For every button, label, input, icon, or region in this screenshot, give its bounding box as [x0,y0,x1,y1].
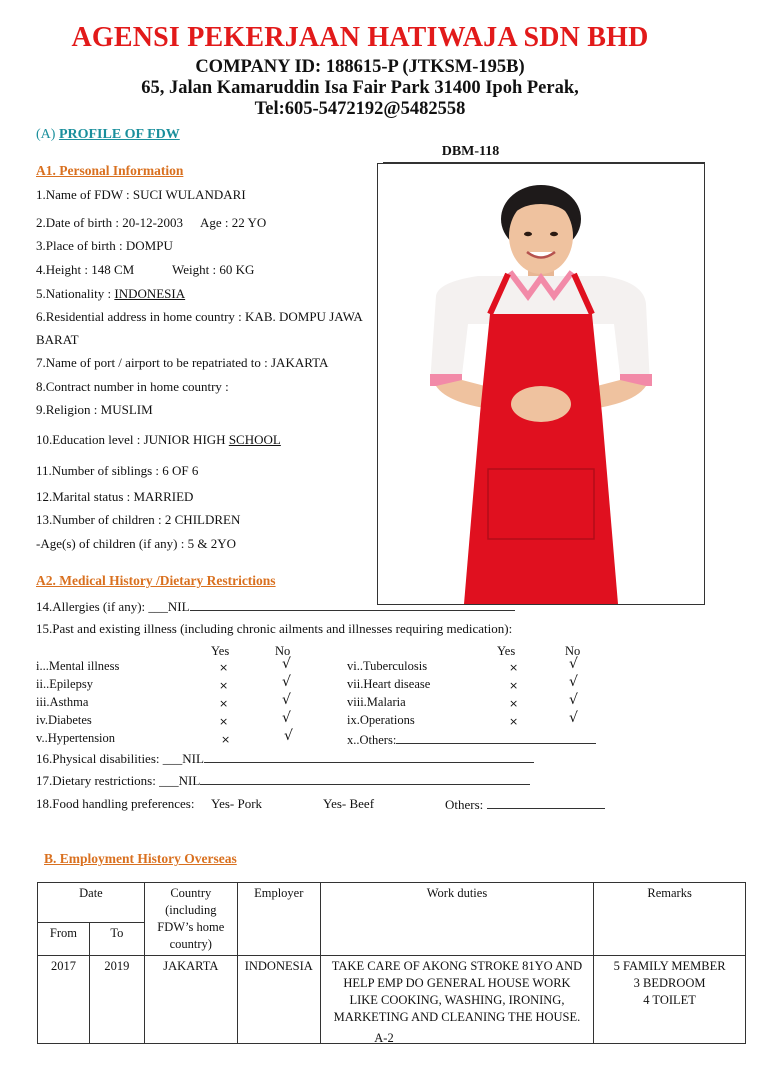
cross-mark: × [221,733,231,746]
fdw-name: 1.Name of FDW : SUCI WULANDARI [36,187,246,202]
header-remarks: Remarks [594,883,746,956]
fdw-photo [377,163,705,605]
dietary-restrictions-label: 17.Dietary restrictions: ___NIL [36,773,201,788]
food-others-row [445,796,605,813]
illness-item-hypertension: v..Hypertension [36,731,116,745]
section-a-heading [36,127,180,143]
residential-address-line1: 6.Residential address in home country : KAB. DOMPU JAWA [36,309,363,324]
religion: 9.Religion : MUSLIM [36,402,153,417]
illness-item-heart-disease: vii.Heart disease [347,677,431,691]
food-others-label: Others: [445,797,484,812]
food-handling-label: 18.Food handling preferences: [36,796,195,811]
dietary-restrictions-row [36,772,530,789]
yes-header-left: Yes [211,644,230,658]
row-work-duties: TAKE CARE OF AKONG STROKE 81YO AND HELP EMP DO GENERAL HOUSE WORK LIKE COOKING, WASHING, IRONING, MARKETING AND CLEANING THE HOUSE. [320,956,593,1044]
yes-header-right: Yes [497,644,516,658]
hands [511,386,571,422]
education-word: SCHOOL [228,432,281,447]
contract-number: 8.Contract number in home country : [36,379,229,394]
education-row [36,432,281,448]
header-work-duties: Work duties [320,883,593,956]
height: 4.Height : 148 CM [36,262,135,277]
tick-mark: √ [282,674,291,690]
illness-item-asthma: iii.Asthma [36,695,89,709]
illness-intro: 15.Past and existing illness (including chronic ailments and illnesses requiring medication): [36,621,513,636]
section-a-title: PROFILE OF FDW [58,127,180,142]
tick-mark: √ [284,728,293,744]
remarks-line-1: 5 FAMILY MEMBER [613,959,726,973]
remarks-line-2: 3 BEDROOM [633,976,706,990]
apron [464,314,618,604]
cross-mark: × [219,715,229,728]
others-label: x..Others: [347,733,397,747]
tick-mark: √ [282,692,291,708]
row-to: 2019 [89,956,144,1044]
company-id: COMPANY ID: 188615-P (JTKSM-195B) [195,57,525,77]
food-pork: Yes- Pork [211,796,263,811]
physical-disabilities-label: 16.Physical disabilities: ___NIL [36,751,204,766]
place-of-birth: 3.Place of birth : DOMPU [36,238,173,253]
age: Age : 22 YO [200,215,267,230]
table-header-row [38,883,746,923]
company-address: 65, Jalan Kamaruddin Isa Fair Park 31400 Ipoh Perak, [141,78,579,98]
education-label: 10.Education level : JUNIOR HIGH [36,432,229,447]
illness-item-operations: ix.Operations [347,713,415,727]
date-of-birth: 2.Date of birth : 20-12-2003 [36,215,183,230]
reference-code: DBM-118 [441,144,500,159]
dietary-restrictions-line [200,772,530,785]
cross-mark: × [509,715,519,728]
header-date: Date [38,883,145,923]
medical-heading: A2. Medical History /Dietary Restrictions [36,573,276,588]
allergies-line [190,598,515,611]
nationality-row [36,286,185,302]
row-country: JAKARTA [144,956,237,1044]
illness-item-tuberculosis: vi..Tuberculosis [347,659,428,673]
cross-mark: × [219,679,229,692]
illness-item-mental: i...Mental illness [36,659,120,673]
cross-mark: × [219,661,229,674]
header-to: To [89,923,144,956]
eye-left [524,232,532,236]
no-header-left: No [275,644,291,658]
cross-mark: × [509,679,519,692]
employment-heading: B. Employment History Overseas [44,851,237,866]
allergies-row [36,598,515,615]
fdw-photo-illustration [378,164,704,604]
employment-table [37,882,746,1044]
tick-mark: √ [569,710,578,726]
children-ages: -Age(s) of children (if any) : 5 & 2YO [36,536,236,551]
header-employer: Employer [237,883,320,956]
nationality-value: INDONESIA [114,286,186,301]
row-employer: INDONESIA [237,956,320,1044]
personal-info-heading: A1. Personal Information [36,163,184,178]
illness-item-malaria: viii.Malaria [347,695,406,709]
food-beef: Yes- Beef [323,796,375,811]
nationality-label: 5.Nationality : [36,286,115,301]
marital-status: 12.Marital status : MARRIED [36,489,194,504]
food-others-line [487,796,605,809]
illness-item-diabetes: iv.Diabetes [36,713,92,727]
tick-mark: √ [282,710,291,726]
tick-mark: √ [282,656,291,672]
number-of-children: 13.Number of children : 2 CHILDREN [36,512,241,527]
allergies-label: 14.Allergies (if any): ___NIL [36,599,190,614]
tick-mark: √ [569,692,578,708]
physical-disabilities-line [204,750,534,763]
cross-mark: × [509,661,519,674]
physical-disabilities-row [36,750,534,767]
header-country: Country (including FDW’s home country) [144,883,237,956]
cross-mark: × [509,697,519,710]
company-tel: Tel:605-5472192@5482558 [254,99,466,119]
weight: Weight : 60 KG [172,262,255,277]
tick-mark: √ [569,656,578,672]
no-header-right: No [565,644,581,658]
residential-address-line2: BARAT [36,332,79,347]
siblings: 11.Number of siblings : 6 OF 6 [36,463,199,478]
others-line [396,731,596,744]
row-from: 2017 [38,956,90,1044]
remarks-line-3: 4 TOILET [643,993,696,1007]
agency-title: AGENSI PEKERJAAN HATIWAJA SDN BHD [71,22,649,53]
page-number: A-2 [374,1031,394,1045]
repatriation-port: 7.Name of port / airport to be repatriated to : JAKARTA [36,355,329,370]
eye-right [550,232,558,236]
section-a-prefix: (A) [36,127,59,142]
cross-mark: × [219,697,229,710]
illness-item-epilepsy: ii..Epilepsy [36,677,93,691]
header-from: From [38,923,90,956]
tick-mark: √ [569,674,578,690]
illness-item-others [347,731,596,748]
